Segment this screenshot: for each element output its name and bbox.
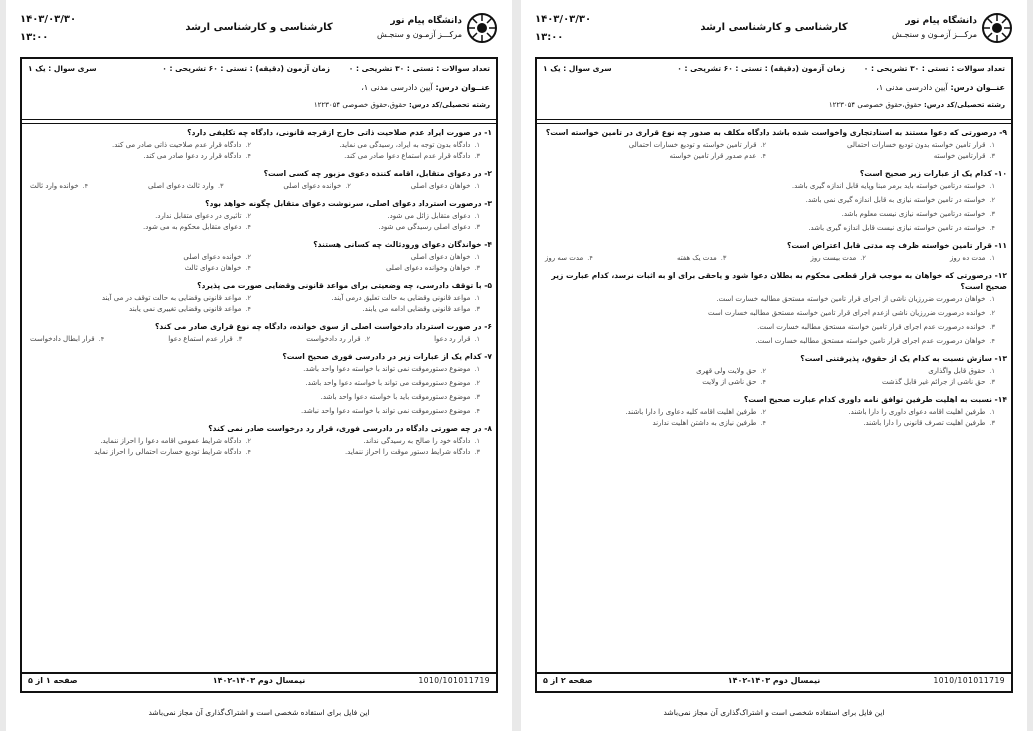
university-name: دانشگاه پیام نور (905, 16, 977, 26)
option-1: ۱.مدت ده روز (950, 254, 995, 262)
question-5: ۵- با توقف دادرسی، چه وضعیتی برای مواعد قانونی وقضایی صورت می پذیرد؟ (197, 281, 492, 290)
option-number: ۱. (474, 365, 480, 373)
option-number: ۲. (245, 294, 251, 302)
exam-date: ۱۴۰۳/۰۳/۳۰ (535, 14, 592, 25)
option-3: ۳.موضوع دستورموقت باید با خواسته دعوا واحد باشد. (320, 393, 480, 401)
option-number: ۳. (989, 419, 995, 427)
option-number: ۱. (989, 408, 995, 416)
option-number: ۱. (989, 141, 995, 149)
exam-info-box (20, 57, 498, 122)
option-number: ۳. (474, 264, 480, 272)
option-4: ۴.خواسته در تامین خواسته نیازی نیست قابل اندازه گیری باشد. (808, 224, 995, 232)
option-number: ۴. (760, 152, 766, 160)
option-4: ۴.طرفین نیازی به داشتن اهلیت ندارند (652, 419, 766, 427)
option-1: ۱.موضوع دستورموقت نمی تواند با خواسته دعوا واحد باشد. (303, 365, 480, 373)
exam-duration: زمان آزمون (دقیقه) : تستی : ۶۰ تشریحی : ۰ (162, 64, 330, 73)
option-number: ۴. (760, 378, 766, 386)
option-number: ۳. (474, 448, 480, 456)
exam-time: ۱۳:۰۰ (20, 32, 49, 43)
option-4: ۴.خواهان درصورت عدم اجرای قرار تامین خواسته مستحق مطالبه خسارت است. (755, 337, 995, 345)
question-series: سری سوال : یک ۱ (543, 64, 612, 73)
program-title: کارشناسی و کارشناسی ارشد (700, 22, 848, 33)
questions-list (545, 127, 1007, 435)
option-number: ۳. (474, 305, 480, 313)
option-4: ۴.مدت سه روز (545, 254, 593, 262)
option-number: ۱. (474, 253, 480, 261)
option-number: ۳. (989, 323, 995, 331)
page-footer (20, 672, 498, 693)
option-number: ۱. (989, 367, 995, 375)
option-number: ۳. (989, 378, 995, 386)
option-1: ۱.دادگاه بدون توجه به ایراد، رسیدگی می نماید. (339, 141, 480, 149)
page-number: صفحه ۲ از ۵ (543, 676, 593, 685)
option-number: ۴. (82, 182, 89, 190)
option-4: ۴.حق ناشی از ولایت (702, 378, 766, 386)
question-14: ۱۴- نسبت به اهلیت طرفین توافق نامه داوری کدام عبارت صحیح است؟ (743, 395, 1007, 404)
option-3: ۳.دعوای اصلی رسیدگی می شود. (378, 223, 480, 231)
question-7: ۷- کدام یک از عبارات زیر در دادرسی فوری صحیح است؟ (282, 352, 492, 361)
option-3: ۳.خواسته درتامین خواسته نیازی نیست معلوم باشد. (841, 210, 995, 218)
exam-time: ۱۳:۰۰ (535, 32, 564, 43)
option-number: ۱. (474, 182, 480, 190)
program-title: کارشناسی و کارشناسی ارشد (185, 22, 333, 33)
option-number: ۲. (364, 335, 371, 343)
option-number: ۴. (245, 264, 251, 272)
center-name: مرکـــز آزمـون و سنجـش (892, 30, 977, 39)
option-4: ۴.دادگاه شرایط تودیع خسارت احتمالی را احراز نماید (94, 448, 251, 456)
option-number: ۳. (474, 152, 480, 160)
option-2: ۲.خواسته در تامین خواسته نیازی به قابل اندازه گیری نمی باشد. (805, 196, 995, 204)
option-number: ۲. (860, 254, 866, 262)
option-3: ۳.دادگاه قرار عدم استماع دعوا صادر می کند. (344, 152, 480, 160)
option-number: ۱. (989, 254, 995, 262)
page-header (20, 10, 498, 50)
option-1: ۱.دعوای متقابل زائل می شود. (387, 212, 480, 220)
option-2: ۲.موضوع دستورموقت می تواند با خواسته دعوا واحد باشد. (305, 379, 480, 387)
option-number: ۱. (989, 295, 995, 303)
question-10: ۱۰- کدام یک از عبارات زیر صحیح است؟ (859, 169, 1007, 178)
option-number: ۲. (245, 141, 251, 149)
option-3: ۳.دادگاه شرایط دستور موقت را احراز ننماید. (344, 448, 480, 456)
option-1: ۱.قرار رد دعوا (434, 335, 480, 343)
option-number: ۴. (245, 152, 251, 160)
field-code: حقوق،حقوق خصوصی ۱۲۲۳۰۵۴ (828, 101, 922, 109)
option-4: ۴.خواهان دعوای ثالث (184, 264, 251, 272)
option-1: ۱.خواهان دعوای اصلی (410, 182, 480, 190)
question-6: ۶- در صورت استرداد دادخواست اصلی از سوی خوانده، دادگاه چه نوع قراری صادر می کند؟ (155, 322, 492, 331)
option-number: ۲. (760, 367, 766, 375)
option-number: ۳. (989, 152, 995, 160)
option-2: ۲.دادگاه قرار عدم صلاحیت ذاتی صادر می کند. (112, 141, 251, 149)
option-1: ۱.خواسته درتامین خواسته باید برمر مبنا وپایه قابل اندازه گیری باشد. (791, 182, 995, 190)
option-number: ۳. (474, 223, 480, 231)
page-footer (535, 672, 1013, 693)
field-label: رشته تحصیلی/کد درس: (406, 101, 490, 109)
course-label: عنــوان درس: (947, 83, 1005, 92)
copyright-notice: این فایل برای استفاده شخصی است و اشتراک‌گذاری آن مجاز نمی‌باشد (148, 708, 370, 717)
option-2: ۲.خوانده دعوای اصلی (283, 182, 351, 190)
option-1: ۱.قرار تامین خواسته بدون تودیع خسارات احتمالی (846, 141, 995, 149)
question-2: ۲- در دعوای متقابل، اقامه کننده دعوی مزبور چه کسی است؟ (263, 169, 492, 178)
exam-duration: زمان آزمون (دقیقه) : تستی : ۶۰ تشریحی : ۰ (677, 64, 845, 73)
option-number: ۱. (474, 335, 480, 343)
question-11: ۱۱- قرار تامین خواسته ظرف چه مدتی قابل اعتراض است؟ (786, 241, 1007, 250)
exam-page-1 (6, 0, 512, 731)
header-divider (535, 119, 1013, 124)
page-header (535, 10, 1013, 50)
option-2: ۲.قرار تامین خواسته و تودیع خسارات احتمالی (628, 141, 766, 149)
option-2: ۲.طرفین اهلیت اقامه کلیه دعاوی را دارا باشند. (625, 408, 766, 416)
option-1: ۱.خواهان درصورت ضررزیان ناشی از اجرای قرار تامین خواسته مستحق مطالبه خسارت است. (716, 295, 995, 303)
page-number: صفحه ۱ از ۵ (28, 676, 78, 685)
question-3: ۳- درصورت استرداد دعوای اصلی، سرنوشت دعوای متقابل چگونه خواهد بود؟ (205, 199, 492, 208)
option-4: ۴.دادگاه قرار رد دعوا صادر می کند. (143, 152, 251, 160)
option-3: ۳.طرفین اهلیت تصرف قانونی را دارا باشند. (863, 419, 995, 427)
option-number: ۴. (587, 254, 593, 262)
option-2: ۲.خوانده دعوای اصلی (183, 253, 251, 261)
option-4: ۴.موضوع دستورموقت نمی تواند با خواسته دعوا واحد نباشد. (301, 407, 480, 415)
option-2: ۲.تاثیری در دعوای متقابل ندارد. (155, 212, 251, 220)
option-3: ۳.قرار عدم استماع دعوا (168, 335, 243, 343)
option-1: ۱.دادگاه خود را صالح به رسیدگی نداند. (363, 437, 480, 445)
option-4: ۴.خوانده وارد ثالث (30, 182, 89, 190)
option-number: ۱. (474, 437, 480, 445)
question-1: ۱- در صورت ایراد عدم صلاحیت ذاتی خارج ازقرجه قانونی، دادگاه چه تکلیفی دارد؟ (187, 128, 492, 137)
exam-code: 1010/101011719 (933, 676, 1005, 685)
copyright-notice: این فایل برای استفاده شخصی است و اشتراک‌گذاری آن مجاز نمی‌باشد (663, 708, 885, 717)
exam-info-box (535, 57, 1013, 122)
option-4: ۴.قرار ابطال دادخواست (30, 335, 105, 343)
exam-date: ۱۴۰۳/۰۳/۳۰ (20, 14, 77, 25)
option-number: ۱. (474, 141, 480, 149)
question-8: ۸- در چه صورتی دادگاه در دادرسی فوری، قرار رد درخواست صادر نمی کند؟ (208, 424, 492, 433)
option-number: ۲. (989, 196, 995, 204)
option-number: ۴. (760, 419, 766, 427)
option-1: ۱.خواهان دعوای اصلی (410, 253, 480, 261)
option-number: ۴. (98, 335, 105, 343)
option-number: ۲. (760, 408, 766, 416)
option-number: ۱. (474, 212, 480, 220)
option-2: ۲.مدت بیست روز (810, 254, 866, 262)
option-number: ۴. (245, 223, 251, 231)
option-3: ۳.مواعد قانونی وقضایی ادامه می یابند. (362, 305, 480, 313)
option-number: ۲. (345, 182, 351, 190)
option-3: ۳.خوانده درصورت عدم اجرای قرار تامین خواسته مستحق مطالبه خسارت است. (757, 323, 995, 331)
question-series: سری سوال : یک ۱ (28, 64, 97, 73)
option-number: ۱. (989, 182, 995, 190)
option-2: ۲.مواعد قانونی وقضایی به حالت توقف در می آیند (101, 294, 251, 302)
option-number: ۲. (760, 141, 766, 149)
option-2: ۲.دادگاه شرایط عمومی اقامه دعوا را احراز ننماید. (100, 437, 251, 445)
option-1: ۱.حقوق قابل واگذاری (928, 367, 995, 375)
question-4: ۴- خواندگان دعوای ورودثالث چه کسانی هستند؟ (313, 240, 492, 249)
option-number: ۲. (474, 379, 480, 387)
option-number: ۲. (245, 212, 251, 220)
question-count: تعداد سوالات : تستی : ۳۰ تشریحی : ۰ (348, 64, 490, 73)
question-12: ۱۲- درصورتی که خواهان به موجب قرار قطعی محکوم به بطلان دعوا شود و یاحقی برای او به اثبات نرسد، کدام عبارت زیر صحیح است؟ (551, 271, 1007, 291)
option-number: ۳. (474, 393, 480, 401)
option-number: ۲. (245, 437, 251, 445)
option-4: ۴.مواعد قانونی وقضایی تغییری نمی یابند (129, 305, 251, 313)
question-9: ۹- درصورتی که دعوا مستند به اسنادتجاری واخواست شده باشد دادگاه مکلف به صدور چه نوع قراری در تامین خواسته است؟ (545, 128, 1007, 137)
option-3: ۳.قرارتامین خواسته (933, 152, 995, 160)
option-number: ۳. (236, 335, 243, 343)
option-number: ۱. (474, 294, 480, 302)
option-number: ۲. (989, 309, 995, 317)
option-4: ۴.عدم صدور قرار تامین خواسته (669, 152, 766, 160)
field-code: حقوق،حقوق خصوصی ۱۲۲۳۰۵۴ (313, 101, 407, 109)
question-count: تعداد سوالات : تستی : ۳۰ تشریحی : ۰ (863, 64, 1005, 73)
exam-page-2 (521, 0, 1027, 731)
semester-label: نیمسال دوم ۱۴۰۳-۱۴۰۲ (212, 676, 306, 685)
option-number: ۳. (720, 254, 727, 262)
option-number: ۴. (989, 224, 995, 232)
option-2: ۲.خوانده درصورت ضررزیان ناشی ازعدم اجرای قرار تامین خواسته مستحق مطالبه خسارت است (708, 309, 995, 317)
exam-code: 1010/101011719 (418, 676, 490, 685)
option-number: ۳. (989, 210, 995, 218)
option-number: ۲. (245, 253, 251, 261)
center-name: مرکـــز آزمـون و سنجـش (377, 30, 462, 39)
option-3: ۳.حق ناشی از جرائم غیر قابل گذشت (881, 378, 995, 386)
course-title: آیین دادرسی مدنی ۱، (361, 83, 433, 92)
option-3: ۳.خواهان وخوانده دعوای اصلی (385, 264, 480, 272)
option-3: ۳.مدت یک هفته (676, 254, 727, 262)
question-13: ۱۳- سازش نسبت به کدام یک از حقوق، پذیرفتنی است؟ (800, 354, 1007, 363)
option-number: ۳. (217, 182, 224, 190)
option-number: ۴. (474, 407, 480, 415)
questions-list (30, 127, 492, 464)
option-number: ۴. (245, 448, 251, 456)
course-title: آیین دادرسی مدنی ۱، (876, 83, 948, 92)
course-label: عنــوان درس: (432, 83, 490, 92)
field-label: رشته تحصیلی/کد درس: (921, 101, 1005, 109)
option-number: ۴. (245, 305, 251, 313)
option-1: ۱.مواعد قانونی وقضایی به حالت تعلیق درمی آیند. (331, 294, 480, 302)
option-2: ۲.قرار رد دادخواست (306, 335, 371, 343)
header-divider (20, 119, 498, 124)
option-1: ۱.طرفین اهلیت اقامه دعوای داوری را دارا باشند. (848, 408, 995, 416)
option-number: ۴. (989, 337, 995, 345)
university-name: دانشگاه پیام نور (390, 16, 462, 26)
semester-label: نیمسال دوم ۱۴۰۳-۱۴۰۲ (727, 676, 821, 685)
option-4: ۴.دعوای متقابل محکوم به می شود. (142, 223, 251, 231)
option-3: ۳.وارد ثالث دعوای اصلی (147, 182, 224, 190)
option-2: ۲.حق ولایت ولی قهری (696, 367, 766, 375)
